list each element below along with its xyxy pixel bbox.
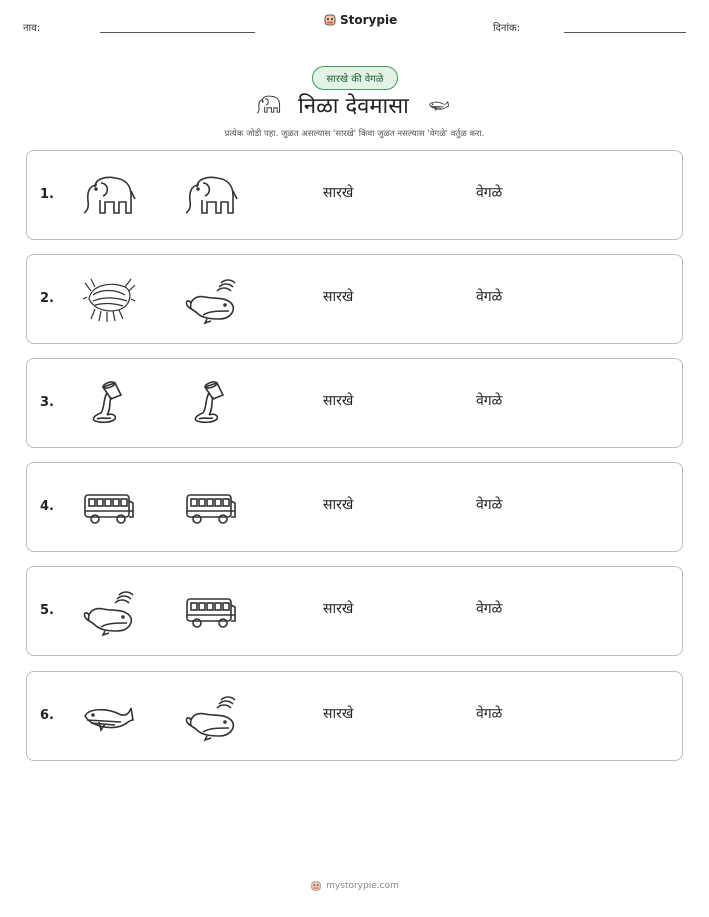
blue-whale-icon	[423, 95, 455, 115]
storypie-mascot-icon	[310, 880, 322, 892]
bus-icon	[183, 587, 239, 637]
pouring-bucket-icon	[183, 379, 239, 429]
instructions: प्रत्येक जोडी पहा. जुळत असल्यास 'सारखे' किंवा जुळत नसल्यास 'वेगळे' वर्तुळ करा.	[224, 129, 485, 139]
same-option[interactable]: सारखे	[323, 601, 354, 617]
name-label: नाव:	[23, 23, 41, 34]
same-option[interactable]: सारखे	[323, 393, 354, 409]
bus-icon	[81, 483, 137, 533]
question-number: 3.	[40, 395, 54, 410]
pouring-bucket-icon	[81, 379, 137, 429]
same-option[interactable]: सारखे	[323, 289, 354, 305]
worksheet-header	[0, 0, 709, 50]
blue-whale-icon	[81, 692, 137, 742]
different-option[interactable]: वेगळे	[476, 601, 503, 617]
question-row	[26, 566, 683, 656]
footer	[0, 880, 709, 892]
storypie-mascot-icon	[323, 13, 337, 27]
title-row	[0, 90, 709, 120]
worksheet-type-badge: सारखे की वेगळे	[312, 66, 398, 90]
same-option[interactable]: सारखे	[323, 497, 354, 513]
question-number: 1.	[40, 187, 54, 202]
date-label: दिनांक:	[493, 23, 521, 34]
question-number: 6.	[40, 708, 54, 723]
name-line	[100, 32, 255, 33]
question-number: 2.	[40, 291, 54, 306]
spouting-whale-icon	[183, 275, 239, 325]
question-row	[26, 358, 683, 448]
elephant-icon	[254, 93, 284, 117]
date-line	[564, 32, 686, 33]
question-number: 5.	[40, 603, 54, 618]
same-option[interactable]: सारखे	[323, 185, 354, 201]
question-number: 4.	[40, 499, 54, 514]
different-option[interactable]: वेगळे	[476, 706, 503, 722]
elephant-icon	[183, 171, 239, 221]
elephant-icon	[81, 171, 137, 221]
storypie-logo	[323, 13, 397, 27]
footer-website: mystorypie.com	[326, 881, 399, 891]
same-option[interactable]: सारखे	[323, 706, 354, 722]
question-row	[26, 150, 683, 240]
question-row	[26, 671, 683, 761]
different-option[interactable]: वेगळे	[476, 185, 503, 201]
krill-icon	[81, 275, 137, 325]
question-row	[26, 254, 683, 344]
question-row	[26, 462, 683, 552]
different-option[interactable]: वेगळे	[476, 289, 503, 305]
different-option[interactable]: वेगळे	[476, 497, 503, 513]
logo-text: Storypie	[340, 13, 398, 27]
worksheet-title: निळा देवमासा	[298, 94, 409, 119]
bus-icon	[183, 483, 239, 533]
different-option[interactable]: वेगळे	[476, 393, 503, 409]
spouting-whale-icon	[183, 692, 239, 742]
spouting-whale-icon	[81, 587, 137, 637]
